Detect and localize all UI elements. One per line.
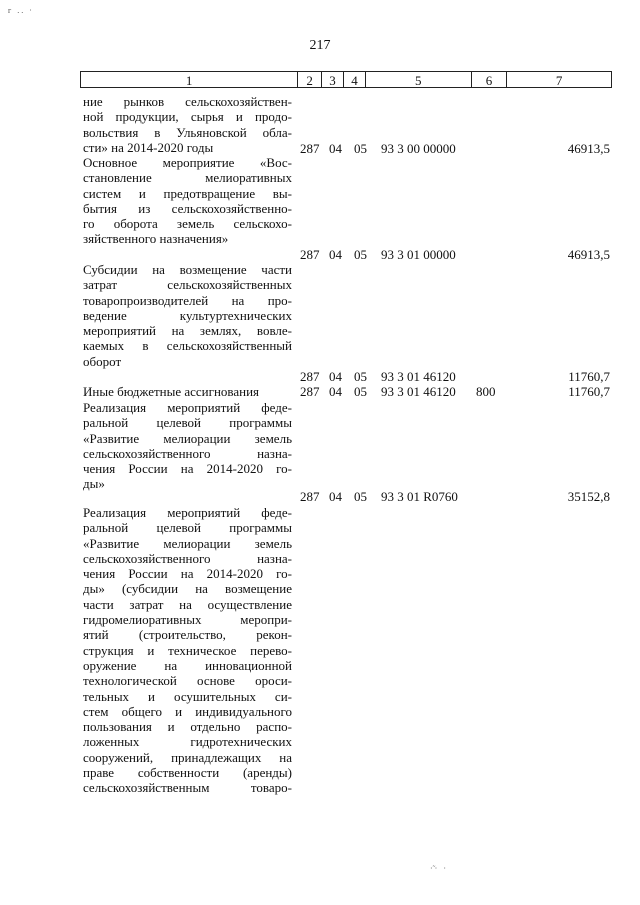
name-line: сельскохозяйственным товаро- [83, 780, 292, 796]
cell-sum: 46913,5 [567, 141, 610, 156]
table-row-values [300, 384, 610, 399]
cell-glav: 287 [300, 247, 320, 262]
cell-rz: 04 [329, 384, 342, 399]
name-line: технологической основе ороси- [83, 673, 292, 689]
name-line: Реализация мероприятий феде- [83, 505, 292, 520]
name-line: мероприятий на землях, вовле- [83, 323, 292, 339]
cell-glav: 287 [300, 369, 320, 384]
header-col-4: 4 [344, 72, 366, 87]
cell-glav: 287 [300, 489, 320, 504]
name-line: ды» (субсидии на возмещение [83, 581, 292, 597]
page-number: 217 [309, 38, 331, 53]
cell-glav: 287 [300, 141, 320, 156]
table-row-values [300, 489, 610, 504]
name-line: становление мелиоративных [83, 170, 292, 186]
table-row-name [83, 262, 292, 369]
name-line: затрат сельскохозяйственных [83, 277, 292, 293]
name-line: товаропроизводителей на про- [83, 292, 292, 308]
table-row-values [300, 369, 610, 384]
name-line: ральной целевой программы [83, 415, 292, 431]
name-line: го оборота земель сельскохо- [83, 216, 292, 232]
header-col-2: 2 [298, 72, 322, 87]
name-line: Иные бюджетные ассигнования [83, 384, 260, 399]
table-row-name [83, 384, 292, 399]
header-col-1: 1 [81, 72, 298, 87]
cell-sum: 35152,8 [567, 489, 610, 504]
name-line: ведение культуртехнических [83, 307, 292, 323]
cell-rz: 04 [329, 247, 342, 262]
name-line: Реализация мероприятий феде- [83, 400, 292, 415]
name-line: пользования и отдельно распо- [83, 719, 292, 735]
cell-csr: 93 3 01 00000 [381, 247, 456, 262]
cell-glav: 287 [300, 384, 320, 399]
cell-csr: 93 3 00 00000 [381, 141, 456, 156]
table-row-name [83, 400, 292, 492]
cell-pr: 05 [354, 247, 367, 262]
name-line: ложенных гидротехнических [83, 734, 292, 750]
name-line: тельных и осушительных си- [83, 688, 292, 704]
name-line: оборот [83, 353, 122, 369]
cell-sum: 11760,7 [568, 369, 610, 384]
cell-csr: 93 3 01 46120 [381, 384, 456, 399]
header-col-6: 6 [472, 72, 508, 87]
cell-pr: 05 [354, 141, 367, 156]
name-line: Субсидии на возмещение части [83, 262, 292, 277]
name-line: части затрат на осуществление [83, 596, 292, 612]
table-row-name [83, 155, 292, 247]
name-line: вольствия в Ульяновской обла- [83, 124, 292, 140]
name-line: «Развитие мелиорации земель [83, 430, 292, 446]
name-line: ние рынков сельскохозяйствен- [83, 94, 292, 109]
name-line: струкция и техническое перево- [83, 642, 292, 658]
cell-rz: 04 [329, 489, 342, 504]
header-col-7: 7 [555, 73, 563, 88]
name-line: ральной целевой программы [83, 520, 292, 536]
name-line: сельскохозяйственного назна- [83, 445, 292, 461]
name-line: сти» на 2014-2020 годы [83, 139, 214, 155]
name-line: гидромелиоративных меропри- [83, 612, 292, 628]
name-line: «Развитие мелиорации земель [83, 535, 292, 551]
name-line: систем и предотвращение вы- [83, 185, 292, 201]
header-col-5: 5 [366, 72, 472, 87]
name-line: каемых в сельскохозяйственный [83, 338, 292, 354]
cell-sum: 46913,5 [567, 247, 610, 262]
cell-sum: 11760,7 [568, 384, 610, 399]
cell-pr: 05 [354, 384, 367, 399]
cell-csr: 93 3 01 R0760 [381, 489, 458, 504]
header-col-3: 3 [322, 72, 344, 87]
cell-rz: 04 [329, 141, 342, 156]
scan-artifact-bottom: ·̃· · [430, 864, 448, 873]
cell-pr: 05 [354, 369, 367, 384]
table-row-name [83, 505, 292, 796]
table-row-name [83, 94, 292, 155]
cell-rz: 04 [329, 369, 342, 384]
cell-pr: 05 [354, 489, 367, 504]
name-line: стем общего и индивидуального [83, 703, 292, 719]
cell-csr: 93 3 01 46120 [381, 369, 456, 384]
table-header-row [80, 71, 612, 88]
name-line: оружение на инновационной [83, 657, 292, 673]
name-line: ятий (строительство, рекон- [83, 627, 292, 643]
name-line: зяйственного назначения» [83, 231, 229, 247]
name-line: праве собственности (аренды) [83, 765, 292, 781]
table-row-values [300, 141, 610, 156]
name-line: сооружений, принадлежащих на [83, 749, 292, 765]
name-line: ной продукции, сырья и продо- [83, 109, 292, 125]
name-line: Основное мероприятие «Вос- [83, 155, 292, 170]
table-row-values [300, 247, 610, 262]
name-line: ды» [83, 476, 105, 492]
name-line: бытия из сельскохозяйственно- [83, 200, 292, 216]
cell-vr: 800 [476, 384, 496, 399]
name-line: чения России на 2014-2020 го- [83, 566, 292, 582]
name-line: сельскохозяйственного назна- [83, 550, 292, 566]
scan-artifact-top: г .. · [8, 6, 34, 15]
name-line: чения России на 2014-2020 го- [83, 461, 292, 477]
